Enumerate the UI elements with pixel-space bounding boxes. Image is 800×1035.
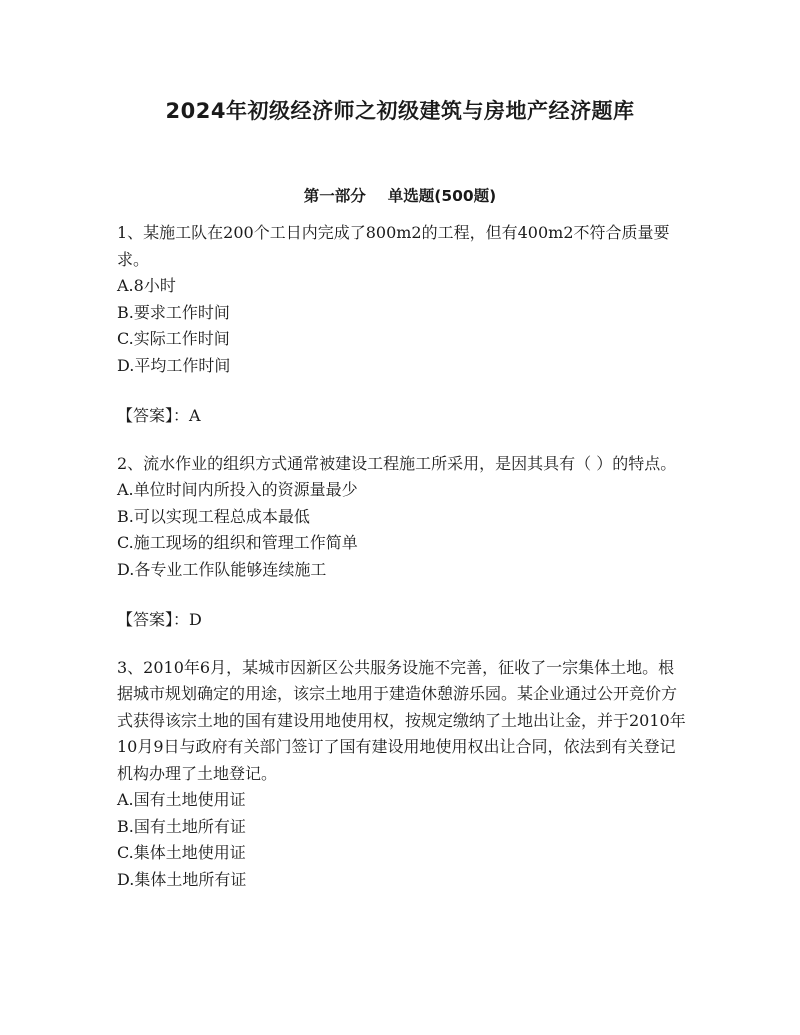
question-3 bbox=[117, 655, 687, 894]
question-list bbox=[117, 220, 687, 893]
option-c: C.施工现场的组织和管理工作简单 bbox=[117, 533, 358, 552]
section-name: 单选题(500题) bbox=[387, 187, 497, 205]
option-d: D.各专业工作队能够连续施工 bbox=[117, 559, 327, 579]
question-1 bbox=[117, 220, 687, 430]
option-d: D.平均工作时间 bbox=[117, 355, 231, 375]
option-a: A.单位时间内所投入的资源量最少 bbox=[117, 480, 358, 499]
option-b: B.可以实现工程总成本最低 bbox=[117, 506, 310, 526]
question-stem: 1、某施工队在200个工日内完成了800m2的工程，但有400m2不符合质量要求。 bbox=[117, 223, 670, 269]
option-c: C.实际工作时间 bbox=[117, 329, 230, 348]
option-b: B.要求工作时间 bbox=[117, 302, 230, 322]
answer-line: 【答案】：D bbox=[117, 610, 202, 629]
option-d: D.集体土地所有证 bbox=[117, 869, 247, 889]
section-heading bbox=[0, 184, 800, 206]
question-stem: 2、流水作业的组织方式通常被建设工程施工所采用，是因其具有（ ）的特点。 bbox=[117, 453, 677, 473]
option-a: A.国有土地使用证 bbox=[117, 790, 246, 809]
question-2 bbox=[117, 451, 687, 634]
section-part: 第一部分 bbox=[303, 187, 366, 205]
option-b: B.国有土地所有证 bbox=[117, 816, 246, 836]
document-title: 2024年初级经济师之初级建筑与房地产经济题库 bbox=[165, 99, 635, 123]
option-c: C.集体土地使用证 bbox=[117, 843, 246, 862]
option-a: A.8小时 bbox=[117, 276, 176, 295]
question-stem: 3、2010年6月，某城市因新区公共服务设施不完善，征收了一宗集体土地。根据城市规划确定的用途，该宗土地用于建造休憩游乐园。某企业通过公开竞价方式获得该宗土地的国有建设用地使用权，按规定缴纳了土地出让金，并于2010年10月9日与政府有关部门签订了国有建设用地使用权出让合同，依法到有关登记机构办理了土地登记。 bbox=[117, 657, 686, 783]
answer-line: 【答案】：A bbox=[117, 406, 201, 425]
